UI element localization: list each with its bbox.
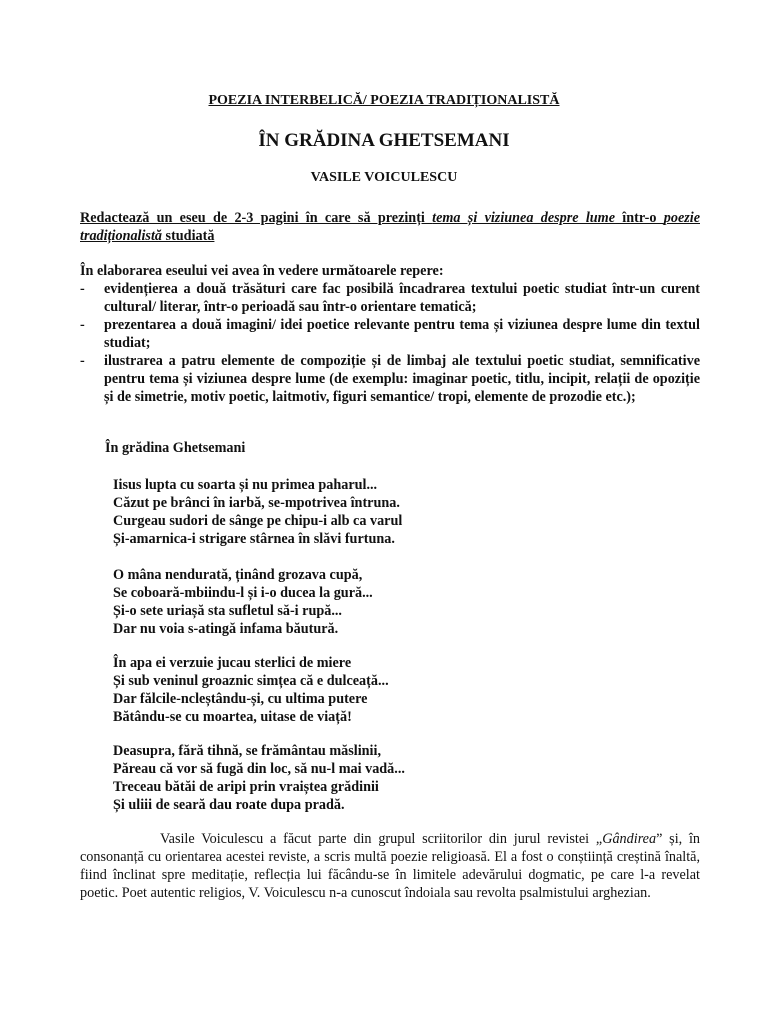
poem-line: Căzut pe brânci în iarbă, se-mpotrivea întruna. bbox=[113, 495, 400, 511]
list-item bbox=[80, 316, 700, 352]
poem-line: Păreau că vor să fugă din loc, să nu-l mai vadă... bbox=[113, 761, 405, 777]
poem-line: Treceau bătăi de aripi prin vraiștea grădinii bbox=[113, 779, 379, 795]
poem-line: Se coboară-mbiindu-l și i-o ducea la gură... bbox=[113, 585, 373, 601]
poem-line: Și-amarnica-i strigare stârnea în slăvi furtuna. bbox=[113, 531, 395, 547]
poem-line: Deasupra, fără tihnă, se frământau măslinii, bbox=[113, 743, 381, 759]
poem-line: Bătându-se cu moartea, uitase de viață! bbox=[113, 709, 352, 725]
bullet-dash: - bbox=[80, 353, 85, 369]
task-text-2: într-o bbox=[615, 210, 664, 226]
list-item bbox=[80, 352, 700, 406]
category-heading: POEZIA INTERBELICĂ/ POEZIA TRADIȚIONALISTĂ bbox=[208, 93, 560, 108]
stanza bbox=[113, 742, 533, 814]
poem-line: O mâna nendurată, ținând grozava cupă, bbox=[113, 567, 363, 583]
task-text-3: studiată bbox=[162, 228, 215, 244]
requirements-list bbox=[80, 280, 700, 406]
poem-line: Dar nu voia s-atingă infama băutură. bbox=[113, 621, 339, 637]
bullet-dash: - bbox=[80, 317, 85, 333]
stanza bbox=[113, 566, 533, 638]
poem-line: În apa ei verzuie jucau sterlici de miere bbox=[113, 655, 352, 671]
commentary-text-2: ” și, în consonanță cu orientarea acestei reviste, a scris multă poezie religioasă. El a fost o conștiință creștină înaltă, fiind înclinat spre meditație, reflecția lui făcându-se în limitele adevărului dogmatic, pe care l-a revelat poetic. Poet autentic religios, V. Voiculescu n-a cunoscut îndoiala sau revolta psalmistului arghezian. bbox=[80, 831, 701, 901]
essay-task bbox=[80, 209, 700, 245]
task-emphasis-theme: tema și viziunea despre lume bbox=[432, 210, 616, 226]
requirements-intro: În elaborarea eseului vei avea în vedere următoarele repere: bbox=[80, 263, 444, 279]
stanza bbox=[113, 476, 533, 548]
requirement-text: ilustrarea a patru elemente de compoziție și de limbaj ale textului poetic studiat, semnificative pentru tema și viziunea despre lume (de exemplu: imaginar poetic, titlu, incipit, relații de opoziție și de simetrie, motiv poetic, laitmotiv, figuri semantice/ tropi, elemente de prozodie etc.); bbox=[104, 353, 700, 405]
stanza bbox=[113, 654, 533, 726]
author-name: VASILE VOICULESCU bbox=[310, 170, 458, 185]
requirement-text: evidențierea a două trăsături care fac posibilă încadrarea textului poetic studiat într-un curent cultural/ literar, într-o perioadă sau într-o orientare tematică; bbox=[104, 281, 700, 315]
task-emphasis-poetry: poezie tradiționalistă bbox=[80, 210, 700, 244]
commentary-text-1: Vasile Voiculescu a făcut parte din grupul scriitorilor din jurul revistei „ bbox=[160, 831, 603, 847]
task-text-1: Redactează un eseu de 2-3 pagini în care să prezinți bbox=[80, 210, 433, 226]
poem-line: Și-o sete uriașă sta sufletul să-i rupă... bbox=[113, 603, 342, 619]
poem-line: Și sub veninul groaznic simțea că e dulceață... bbox=[113, 673, 389, 689]
poem-line: Curgeau sudori de sânge pe chipu-i alb ca varul bbox=[113, 513, 403, 529]
magazine-name: Gândirea bbox=[602, 831, 657, 847]
requirement-text: prezentarea a două imagini/ idei poetice relevante pentru tema și viziunea despre lume din textul studiat; bbox=[104, 317, 700, 351]
poem-heading: În grădina Ghetsemani bbox=[105, 440, 246, 456]
bullet-dash: - bbox=[80, 281, 85, 297]
list-item bbox=[80, 280, 700, 316]
poem-line: Dar fălcile-ncleștându-și, cu ultima putere bbox=[113, 691, 368, 707]
poem-line: Și uliii de seară dau roate dupa pradă. bbox=[113, 797, 345, 813]
commentary-paragraph bbox=[80, 830, 700, 902]
poem-line: Iisus lupta cu soarta și nu primea paharul... bbox=[113, 477, 378, 493]
page-title: ÎN GRĂDINA GHETSEMANI bbox=[258, 130, 510, 151]
